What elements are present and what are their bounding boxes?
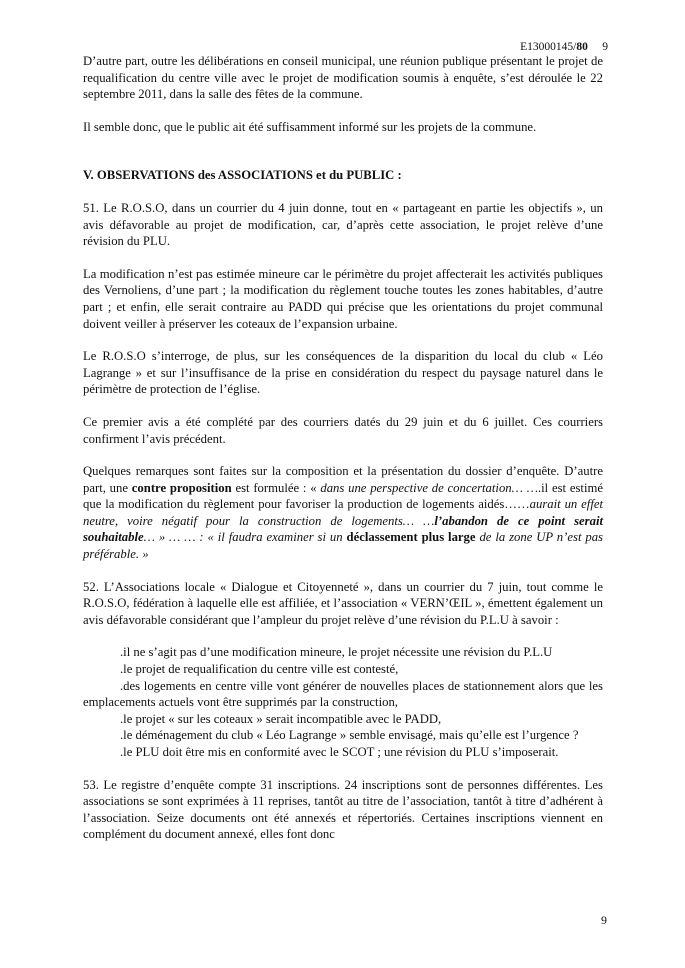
document-body	[83, 53, 603, 843]
paragraph-counter-proposal: Quelques remarques sont faites sur la composition et la présentation du dossier d’enquête. D’autre part, une contre proposition est formulée : « dans une perspective de concertation… ….il est estimé que la modification du règlement pour favoriser la production de logements aidés……aurait un effet neutre, voire négatif pour la construction de logements… …l’abandon de ce point serait souhaitable… » … … : « il faudra examiner si un déclassement plus large de la zone UP n’est pas préférable. »	[83, 464, 603, 562]
paragraph-53: 53. Le registre d’enquête compte 31 inscriptions. 24 inscriptions sont de personnes différentes. Les associations se sont exprimées à 11 reprises, tantôt au titre de l’association, tantôt à titre d’adhérent à l’association. Seize documents ont été annexés et répertoriés. Certaines inscriptions viennent en complément du document annexé, elles font donc	[83, 777, 603, 842]
reference-bold-number: 80	[576, 41, 588, 53]
list-item: .des logements en centre ville vont générer de nouvelles places de stationnement alors que les emplacements actuels vont être supprimés par la construction,	[83, 678, 603, 710]
list-item: .le PLU doit être mis en conformité avec le SCOT ; une révision du PLU s’imposerait.	[120, 745, 559, 759]
list-item: .le projet de requalification du centre ville est contesté,	[120, 662, 399, 677]
list-item: .le déménagement du club « Léo Lagrange » semble envisagé, mais qu’elle est l’urgence ?	[120, 728, 579, 743]
list-item: .le projet « sur les coteaux » serait incompatible avec le PADD,	[120, 711, 442, 726]
objections-list	[83, 644, 603, 760]
section-heading: V. OBSERVATIONS des ASSOCIATIONS et du PUBLIC :	[83, 168, 402, 183]
paragraph-roso-questions: Le R.O.S.O s’interroge, de plus, sur les conséquences de la disparition du local du club « Léo Lagrange » et sur l’insuffisance de la prise en considération du respect du paysage naturel dans le périmètre de protection de l’église.	[83, 349, 603, 397]
list-item: .il ne s’agit pas d’une modification mineure, le projet nécessite une révision du P.L.U	[120, 645, 553, 660]
bold-counter-proposal: contre proposition	[131, 480, 232, 495]
bold-italic-abandon: l’abandon de ce point serait souhaitable	[83, 513, 603, 545]
bold-declassement: déclassement plus large	[346, 530, 476, 545]
footer-page-number: 9	[601, 913, 607, 927]
header-page-number: 9	[602, 41, 608, 53]
reference-code: E13000145/	[520, 41, 577, 53]
paragraph-52: 52. L’Associations locale « Dialogue et Citoyenneté », dans un courrier du 7 juin, tout comme le R.O.S.O, fédération à laquelle elle est affiliée, et l’association « VERN’ŒIL », émettent également un avis défavorable considérant que l’ampleur du projet relève d’une révision du P.L.U à savoir :	[83, 579, 603, 627]
paragraph-public-informed: Il semble donc, que le public ait été suffisamment informé sur les projets de la commune.	[83, 119, 537, 134]
paragraph-public-meeting: D’autre part, outre les délibérations en conseil municipal, une réunion publique présentant le projet de requalification du centre ville avec le projet de modification soumis à enquête, s’est déroulée le 22 septembre 2011, dans la salle des fêtes de la commune.	[83, 54, 603, 102]
paragraph-modification-not-minor: La modification n’est pas estimée mineure car le périmètre du projet affecterait les activités publiques des Vernoliens, d’une part ; la modification du règlement touche toutes les zones habitables, d’autre part ; et enfin, elle serait contraire au PADD qui précise que les orientations du projet communal doivent veiller à préserver les coteaux de l’expansion urbaine.	[83, 266, 603, 331]
paragraph-51: 51. Le R.O.S.O, dans un courrier du 4 juin donne, tout en « partageant en partie les objectifs », un avis défavorable au projet de modification, car, d’après cette association, le projet relève d’une révision du PLU.	[83, 200, 603, 249]
paragraph-first-opinion: Ce premier avis a été complété par des courriers datés du 29 juin et du 6 juillet. Ces courriers confirment l’avis précédent.	[83, 414, 603, 446]
